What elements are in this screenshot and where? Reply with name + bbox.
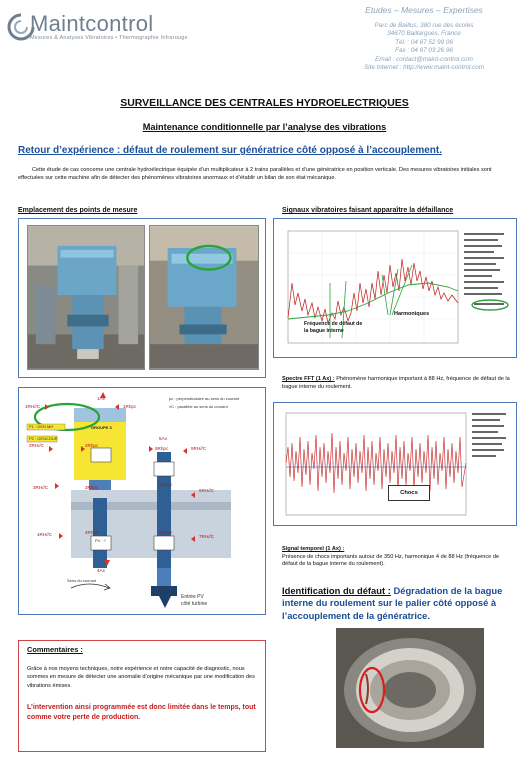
photos-panel	[18, 218, 266, 378]
point-label: 5Rhpc	[155, 446, 169, 451]
fft-annotation-line1: Fréquence de défaut de	[304, 321, 363, 327]
right-heading: Signaux vibratoires faisant apparaître la défaillance	[282, 207, 454, 214]
comments-box	[18, 640, 266, 752]
temporal-caption-text: Présence de chocs importants autour de 350 Hz, harmonique 4 de 88 Hz (fréquence de défaut de la bague interne du roulement).	[282, 553, 500, 568]
photo-generator-closeup	[149, 225, 259, 370]
page-subtitle: Maintenance conditionnelle par l’analyse des vibrations	[142, 122, 387, 132]
flow-label: Sens du courant	[67, 578, 97, 583]
comments-title: Commentaires :	[27, 645, 83, 654]
brand-name: Maintcontrol	[30, 11, 154, 36]
address-line-2: 34670 Baillargues, France	[387, 30, 461, 38]
identification-label: Identification du défaut :	[282, 585, 391, 596]
entry-label-2: côté turbine	[181, 601, 208, 607]
chocs-label: Chocs	[388, 485, 430, 501]
intro-text: Cette étude de cas concerne une centrale hydroélectrique équipée d’un multiplicateur à 2 trains parallèles et d’une génératrice en position verticale. Des mesures vibratoires initiales sont effectuées sur cette machine afin de détecter des phénomènes vibratoires anormaux et d’établir un bilan de son état mécanique.	[18, 167, 492, 181]
fft-annotation-defect	[304, 321, 362, 334]
point-label: 3RH//C	[33, 485, 49, 490]
identification-text: Dégradation de la bague interne du roulement sur le palier côté opposé à l’accouplement de la génératrice.	[282, 585, 503, 621]
temporal-signal-panel	[273, 402, 517, 526]
point-label: 2RH//C	[29, 443, 45, 448]
comments-highlight: L’intervention ainsi programmée est donc limitée dans le temps, tout comme votre perte de production.	[27, 704, 256, 721]
point-label: 1Ax	[97, 396, 105, 401]
site-line[interactable]: Site Internet : http://www.maint-control.com	[363, 64, 485, 72]
photo-generator-room	[27, 225, 145, 370]
p1-label: P1 : GEN MH	[29, 424, 54, 429]
bearing-photo	[336, 628, 484, 748]
address-line-1: Parc de Baillus, 380 rue des écoles	[374, 22, 474, 29]
point-label: 6RH//C	[199, 488, 215, 493]
point-label: 1Rhpc	[123, 404, 137, 409]
fax-line: Fax : 04 67 03 26 96	[395, 47, 453, 55]
email-line[interactable]: Email : contact@maint-control.com	[375, 55, 473, 63]
fft-caption-label: Spectre FFT (1 Ax) :	[282, 376, 335, 382]
point-label: 5Ax	[159, 436, 167, 441]
brand-tagline: Mesures & Analyses Vibratoires • Thermographie Infrarouge	[30, 35, 188, 41]
contact-tag: Etudes – Mesures – Expertises	[365, 5, 483, 15]
point-label: 4Rhpc	[85, 530, 99, 535]
point-label: 2Rhpc	[85, 443, 99, 448]
point-label: 7RH//C	[199, 534, 215, 539]
point-label: 3Rhpc	[85, 485, 99, 490]
fft-caption-text: Phénomène harmonique important à 88 Hz, fréquence de défaut de la bague interne du roulement.	[282, 376, 510, 390]
identification-block	[282, 585, 512, 622]
fft-annotation-harmonics: Harmoniques	[394, 311, 430, 317]
temporal-signal-plot	[278, 407, 512, 521]
point-label: 5RH//C	[191, 446, 207, 451]
point-label: 1RH//C	[25, 404, 41, 409]
machine-schematic	[19, 388, 265, 614]
temporal-caption-label: Signal temporel (1 Ax) :	[282, 546, 345, 552]
section-title: Retour d’expérience : défaut de roulement sur génératrice côté opposé à l’accouplement.	[18, 145, 442, 156]
legend-parallel: //C : parallèle au sens du courant	[169, 404, 228, 409]
pv-label: PV : ?	[95, 538, 106, 543]
comments-body: Grâce à nos moyens techniques, notre expérience et notre capacité de diagnostic, nous sommes en mesure de détecter une anomalie d’origine mécanique par une modification des vibrations émises.	[27, 666, 255, 689]
contact-block	[329, 4, 519, 72]
tel-line: Tél. : 04 67 52 99 06	[395, 38, 453, 46]
left-heading: Emplacement des points de mesure	[18, 207, 138, 214]
legend-pc: pc : perpendiculaire au sens du courant	[169, 396, 240, 401]
p2-label: P2 : GENCOUR	[29, 436, 58, 441]
measure-points-diagram	[18, 387, 266, 615]
fft-annotation-line2: la bague interne	[304, 327, 344, 334]
point-label: 4RH//C	[37, 532, 53, 537]
fft-spectrum-panel	[273, 218, 517, 358]
point-label: 6Rhpc	[159, 482, 173, 487]
page-title: SURVEILLANCE DES CENTRALES HYDROELECTRIQUES	[120, 97, 409, 109]
temporal-caption	[282, 546, 512, 569]
group-label: GROUPE 3	[91, 425, 112, 430]
point-label: 4Ax	[97, 568, 105, 573]
fft-caption	[282, 376, 512, 391]
point-label: 7Rhpc	[159, 530, 173, 535]
entry-label-1: Entrée PV	[181, 594, 204, 600]
